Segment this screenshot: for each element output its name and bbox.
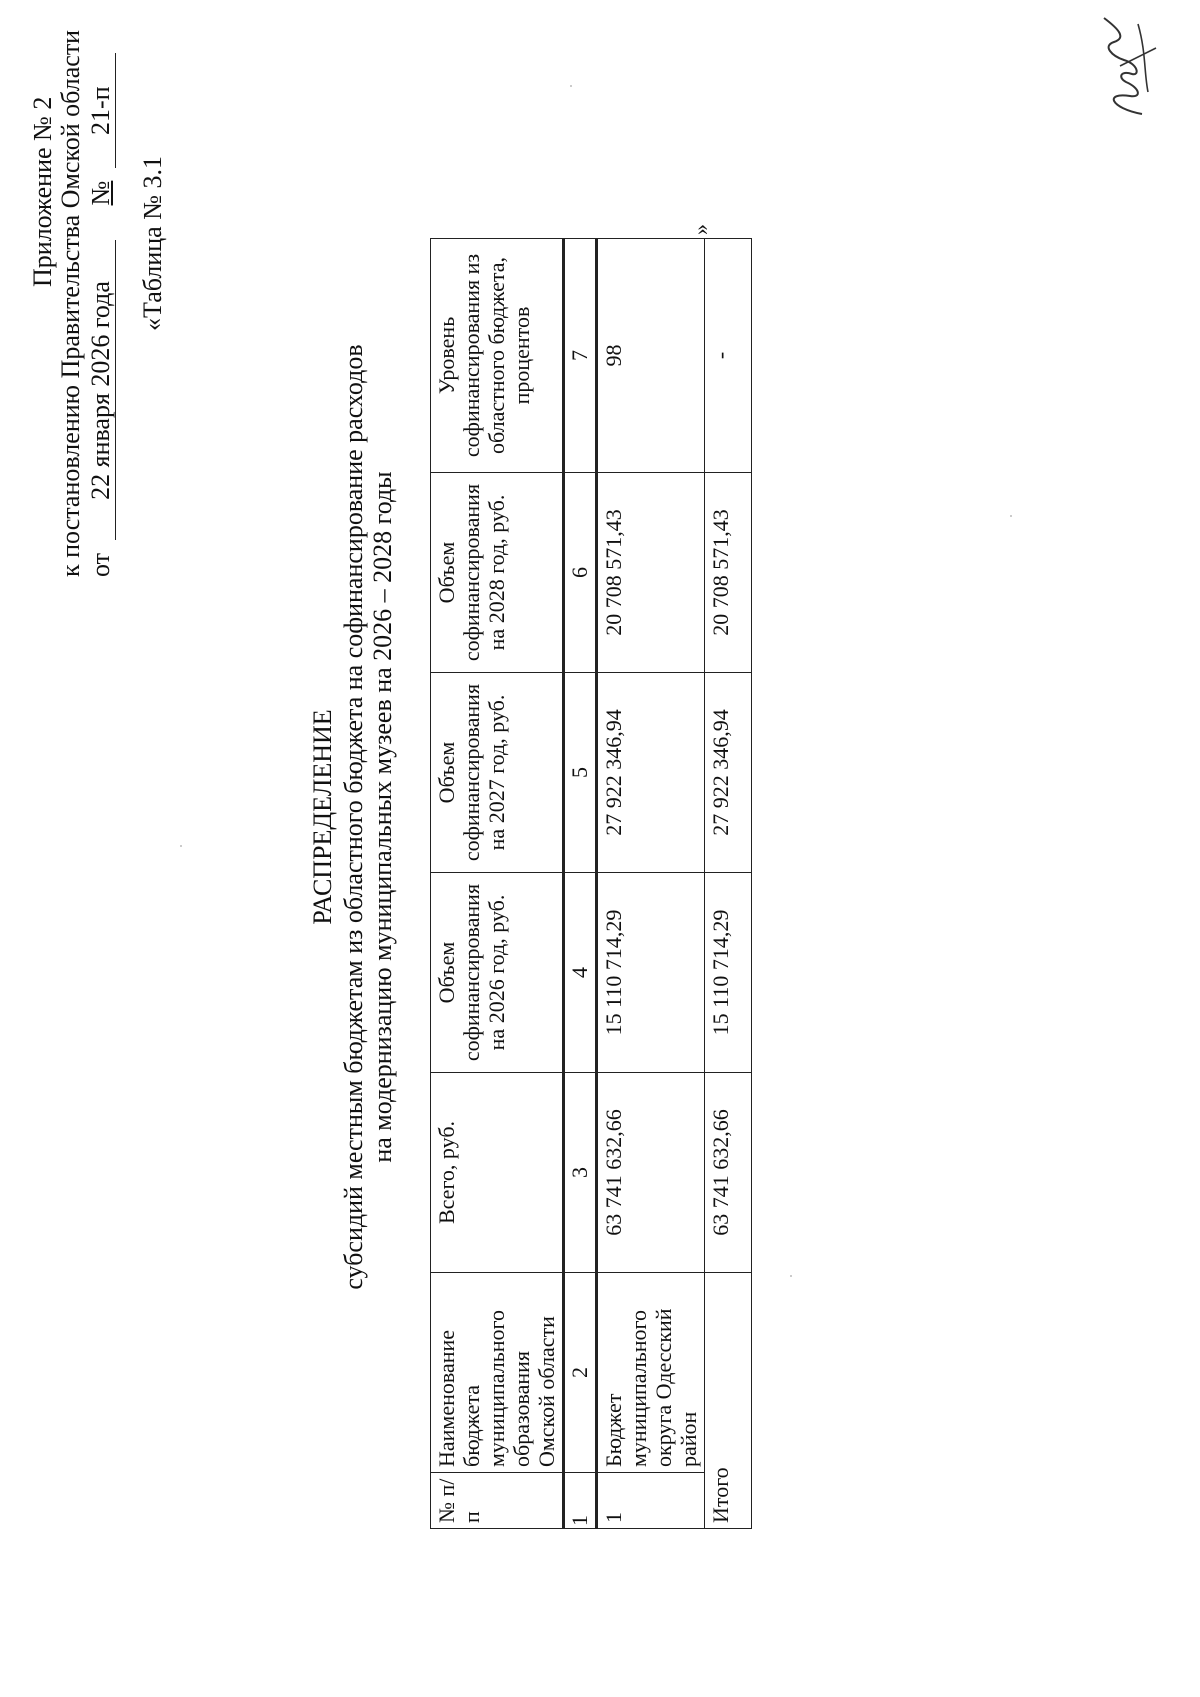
column-number: 6: [564, 473, 597, 673]
title-line-1: субсидий местным бюджетам из областного бюджета на софинансирование расходов: [339, 344, 368, 1290]
total-2027: 27 922 346,94: [705, 673, 752, 873]
column-number: 2: [564, 1273, 597, 1473]
column-number: 3: [564, 1073, 597, 1273]
row-name: Бюджет муниципального округа Одесский район: [597, 1273, 705, 1473]
table-header-row: [431, 239, 564, 1529]
table-row: [597, 239, 705, 1529]
row-level: 98: [597, 239, 705, 473]
header-2026: Объем софинансирования на 2026 год, руб.: [431, 873, 564, 1073]
column-number: 1: [564, 1473, 597, 1529]
closing-quote: »: [688, 224, 713, 235]
header-num: № п/п: [431, 1473, 564, 1529]
row-num: 1: [597, 1473, 705, 1529]
row-total: 63 741 632,66: [597, 1073, 705, 1273]
document-title: [308, 187, 397, 1447]
column-number-row: [564, 239, 597, 1529]
header-2027: Объем софинансирования на 2027 год, руб.: [431, 673, 564, 873]
total-label: Итого: [705, 1273, 752, 1529]
row-2026: 15 110 714,29: [597, 873, 705, 1073]
signature-icon: [1090, 12, 1160, 122]
from-label: от: [86, 552, 115, 577]
header-2028: Объем софинансирования на 2028 год, руб.: [431, 473, 564, 673]
column-number: 5: [564, 673, 597, 873]
title-main: РАСПРЕДЕЛЕНИЕ: [308, 709, 337, 925]
column-number: 7: [564, 239, 597, 473]
table-label: «Таблица № 3.1: [138, 155, 167, 331]
header-name: Наименование бюджета муниципального образования Омской области: [431, 1273, 564, 1473]
header-level: Уровень софинансирования из областного бюджета, процентов: [431, 239, 564, 473]
row-2028: 20 708 571,43: [597, 473, 705, 673]
total-2026: 15 110 714,29: [705, 873, 752, 1073]
distribution-table: [430, 238, 752, 1529]
header-total: Всего, руб.: [431, 1073, 564, 1273]
appendix-resolution-line: к постановлению Правительства Омской области: [56, 29, 85, 577]
appendix-date-line: [86, 53, 116, 577]
total-2028: 20 708 571,43: [705, 473, 752, 673]
resolution-date: 22 января 2026 года: [86, 240, 116, 540]
title-line-2: на модернизацию муниципальных музеев на 2026 – 2028 годы: [368, 471, 397, 1163]
resolution-number: 21-п: [86, 53, 116, 168]
column-number: 4: [564, 873, 597, 1073]
total-level: -: [705, 239, 752, 473]
number-label: №: [86, 180, 115, 206]
total-sum: 63 741 632,66: [705, 1073, 752, 1273]
row-2027: 27 922 346,94: [597, 673, 705, 873]
appendix-number: Приложение № 2: [28, 96, 57, 287]
total-row: [705, 239, 752, 1529]
